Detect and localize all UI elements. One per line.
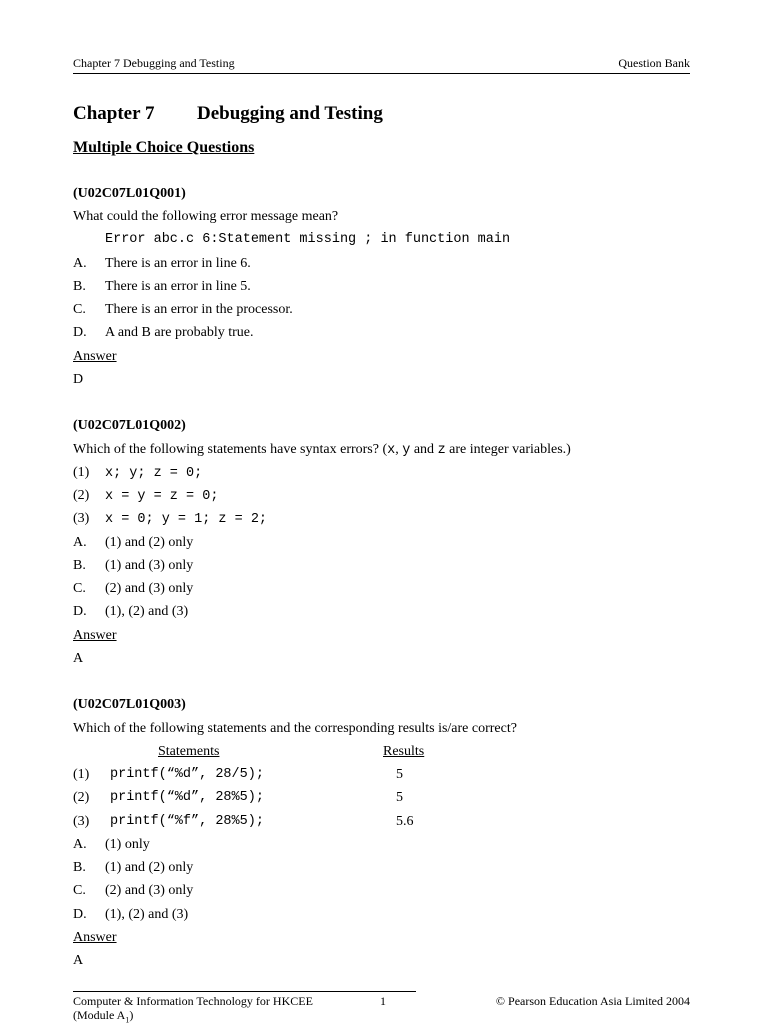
option-text: (1) only [105, 837, 150, 852]
footer-rule [73, 991, 416, 992]
section-title: Multiple Choice Questions [73, 139, 255, 156]
question-1-id: (U02C07L01Q001) [73, 186, 186, 201]
question-2-option-b [73, 556, 193, 576]
option-letter: A. [73, 256, 87, 271]
question-2-var-x: x [387, 443, 396, 458]
question-3-row-2-result: 5 [396, 790, 403, 805]
statement-code: x = 0; y = 1; z = 2; [105, 512, 268, 527]
question-2-statement-3 [73, 509, 267, 530]
option-text: (1), (2) and (3) [105, 604, 189, 619]
column-header-results: Results [383, 744, 425, 759]
question-2-statement-1 [73, 463, 202, 484]
question-2-id: (U02C07L01Q002) [73, 418, 186, 433]
column-header-statements: Statements [158, 744, 220, 759]
option-text: (2) and (3) only [105, 581, 194, 596]
option-text: There is an error in line 5. [105, 279, 251, 294]
option-letter: C. [73, 302, 86, 317]
option-letter: A. [73, 535, 87, 550]
question-2-text [73, 440, 571, 461]
question-3-answer: A [73, 953, 84, 968]
question-2-text-pre: Which of the following statements have syntax errors? ( [73, 442, 388, 457]
option-letter: C. [73, 581, 86, 596]
option-text: (2) and (3) only [105, 883, 194, 898]
option-text: (1) and (2) only [105, 860, 194, 875]
option-letter: D. [73, 325, 87, 340]
statement-label: (1) [73, 465, 90, 480]
question-2-text-post: are integer variables.) [445, 442, 571, 457]
question-3-option-d [73, 905, 188, 925]
footer-module [73, 1008, 133, 1027]
header-chapter: Chapter 7 Debugging and Testing [73, 56, 235, 70]
option-letter: C. [73, 883, 86, 898]
option-text: (1), (2) and (3) [105, 907, 189, 922]
footer-page-number: 1 [380, 994, 386, 1008]
question-3-row-1-label: (1) [73, 767, 90, 782]
footer-copyright: © Pearson Education Asia Limited 2004 [495, 994, 690, 1008]
footer-module-text: (Module A [73, 1008, 126, 1022]
question-1-text: What could the following error message mean? [73, 209, 339, 224]
question-1-option-b [73, 277, 251, 297]
statement-code: x = y = z = 0; [105, 489, 219, 504]
chapter-number: Chapter 7 [73, 103, 155, 124]
statement-code: x; y; z = 0; [105, 466, 203, 481]
option-text: (1) and (2) only [105, 535, 194, 550]
option-text: There is an error in the processor. [105, 302, 293, 317]
question-3-row-1-code: printf(“%d”, 28/5); [110, 767, 264, 782]
question-2-option-c [73, 579, 193, 599]
question-2-statement-2 [73, 486, 218, 507]
chapter-title [73, 101, 383, 127]
option-text: A and B are probably true. [105, 325, 254, 340]
question-2-option-a [73, 533, 193, 553]
footer-course-title: Computer & Information Technology for HKCEE [73, 994, 313, 1008]
question-2-sep-1: , [395, 442, 403, 457]
question-2-answer-label: Answer [73, 628, 117, 643]
question-3-answer-label: Answer [73, 930, 117, 945]
option-letter: B. [73, 860, 86, 875]
running-header [73, 55, 690, 74]
option-letter: B. [73, 279, 86, 294]
question-3-row-3-label: (3) [73, 814, 90, 829]
question-1-option-a [73, 254, 251, 274]
header-question-bank: Question Bank [618, 56, 690, 70]
option-text: (1) and (3) only [105, 558, 194, 573]
question-3-row-3-code: printf(“%f”, 28%5); [110, 814, 264, 829]
question-1-option-c [73, 300, 293, 320]
option-letter: D. [73, 604, 87, 619]
option-text: There is an error in line 6. [105, 256, 251, 271]
question-3-row-2-label: (2) [73, 790, 90, 805]
footer-module-subscript: 1 [125, 1015, 130, 1025]
question-3-option-c [73, 881, 193, 901]
question-3-row-2-code: printf(“%d”, 28%5); [110, 790, 264, 805]
question-2-answer: A [73, 651, 84, 666]
option-letter: D. [73, 907, 87, 922]
question-3-row-3-result: 5.6 [396, 814, 414, 829]
statement-label: (2) [73, 488, 90, 503]
question-1-option-d [73, 323, 254, 343]
option-letter: B. [73, 558, 86, 573]
question-1-answer-label: Answer [73, 349, 117, 364]
question-3-option-a [73, 835, 150, 855]
chapter-name: Debugging and Testing [197, 103, 383, 124]
option-letter: A. [73, 837, 87, 852]
question-3-text: Which of the following statements and the corresponding results is/are correct? [73, 721, 517, 736]
question-2-sep-2: and [410, 442, 438, 457]
question-3-row-1-result: 5 [396, 767, 403, 782]
question-2-var-y: y [402, 443, 411, 458]
question-2-var-z: z [437, 443, 446, 458]
statement-label: (3) [73, 511, 90, 526]
question-1-error-message: Error abc.c 6:Statement missing ; in function main [105, 232, 511, 247]
footer-module-close: ) [129, 1008, 134, 1022]
question-2-option-d [73, 602, 188, 622]
question-3-option-b [73, 858, 193, 878]
question-1-answer: D [73, 372, 84, 387]
question-3-id: (U02C07L01Q003) [73, 697, 186, 712]
